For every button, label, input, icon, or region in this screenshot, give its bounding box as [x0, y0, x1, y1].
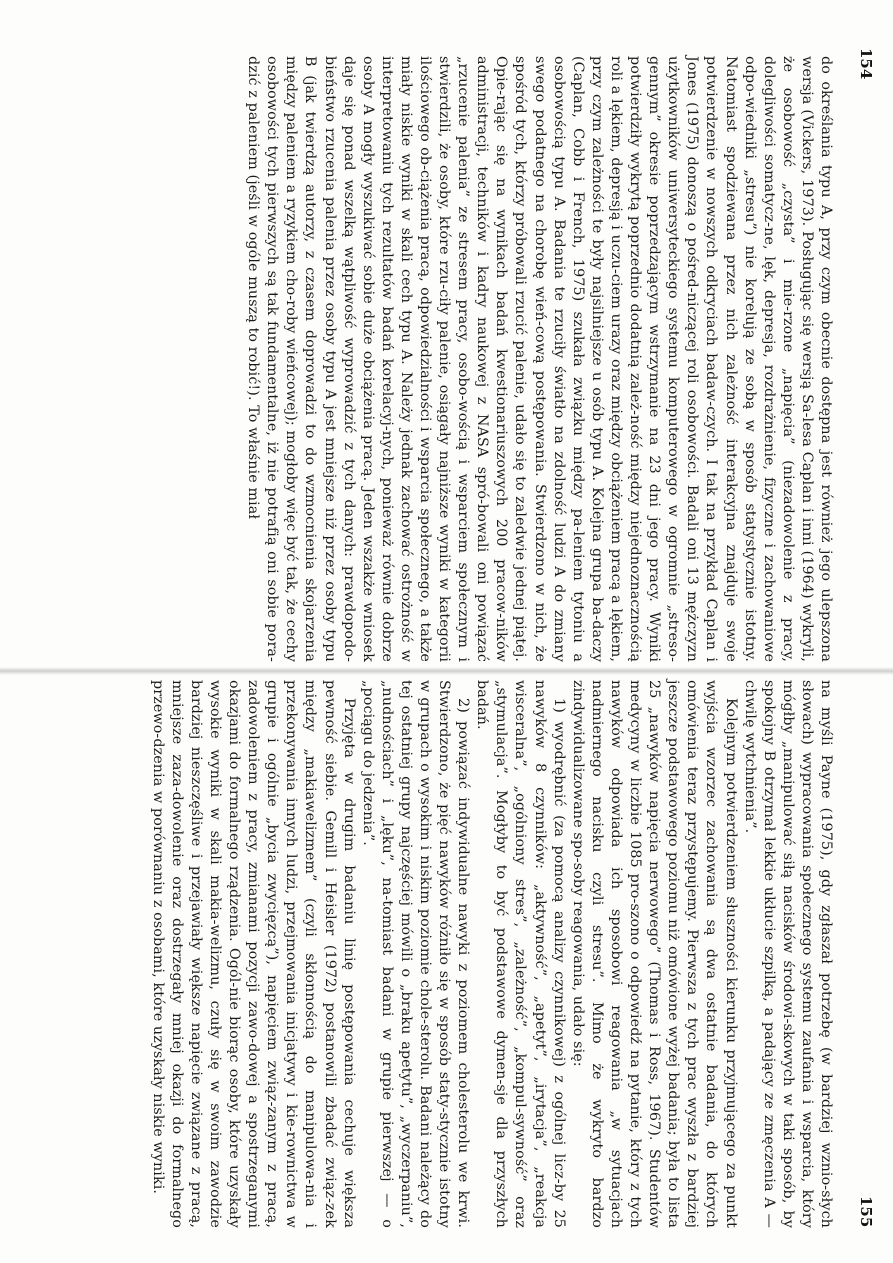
right-paragraph-4: 2) powiązać indywidualne nawyki z poziomem cholesterolu we krwi. Stwierdzono, że pięć nawyków różniło się w sposób staty-stycznie istotny w grupach o wysokim i niskim poziomie chole-sterolu. Badani należący do tej ostatniej grupy najczęściej mówili o „braku apetytu”, „wyczerpaniu”, „nudnościach” i „lęku”, na-tomiast badani w grupie pierwszej — o „pociągu do jedzenia”.: [359, 680, 472, 1228]
book-gutter: [0, 667, 893, 675]
right-paragraph-5: Przyjęta w drugim badaniu linię postępowania cechuje większa pewność siebie. Gemill i Heisler (1972) postanowili zbadać związ-zek między „makiawelizmem” (czyli skłonnością do manipulowa-nia i przekonywania innych ludzi, przejmowania inicjatywy i kie-rownictwa w grupie i ogólnie „bycia zwycięzcą”), napięciem związ-zanym z pracą, zadowoleniem z pracy, zmianami pozycji zawo-dowej a spostrzeganymi okazjami do formalnego rządzenia. Ogól-nie biorąc osoby, które uzyskały wysokie wyniki w skali makia-welizmu, czuły się w swoim zawodzie bardziej nieszczęśliwe i przejawiały większe napięcie związane z pracą, mniejsze zaza-dowolenie oraz dostrzegały mniej okazji do formalnego przewo-dzenia w porównaniu z osobami, które uzyskały niskie wyniki.: [149, 680, 357, 1228]
right-paragraph-3: 1) wyodrębnić (za pomocą analizy czynnikowej) z ogólnej licz-by 25 nawyków 8 czynników: „aktywność”, „apetyt”, „irytacja”, „reakcja wisceralna”, „ogólniony stres”, „zależność”, „kompul-sywność” oraz „stymulacja”. Mogłyby to być podstawowe dymen-sje dla przyszłych badań.: [474, 680, 567, 1228]
left-paragraph-1: do określania typu A, przy czym obecnie dostępna jest również jego ulepszona wersja (Vickers, 1973). Posługując się wersją Sa-lesa Caplan i inni (1964) wykryli, że osobowość „czysta” i mie-rzone „napięcia” (niezadowolenie z pracy, dolegliwości somatycz-ne, lęk, depresja, rozdrażnienie, fizyczne i zachowaniowe odpo-wiedniki „stresu”) nie korelują ze sobą w sposób statystycznie istotny. Natomiast spodziewana przez nich zależność interakcyjna znajduje swoje potwierdzenie w nowszych odkryciach badaw-czych. I tak na przykład Caplan i Jones (1975) donoszą o pośred-niczącej roli osobowości. Badali oni 13 mężczyzn użytkowników uniwersyteckiego systemu komputerowego w ogromnie „streso-gennym” okresie poprzedzającym wstrzymanie na 23 dni jego pracy. Wyniki potwierdziły wykrytą poprzednio dodatnią zależ-ność między niejednoznacznością roli a lękiem, depresją i uczu-ciem urazy oraz między obciążeniem pracą a lękiem, przy czym zależności te były najsilniejsze u osób typu A. Kolejna grupa ba-daczy (Caplan, Cobb i French, 1975) szukała związku między pa-leniem tytoniu a osobowością typu A. Badania te rzuciły światło na zdolność ludzi A do zmiany swego podatnego na chorobę wień-cową postępowania. Stwierdzono w nich, że spośród tych, którzy próbowali rzucić palenie, udało się to zaledwie jednej piątej. Opie-rając się na wynikach badań kwestionariuszowych 200 pracow-ników administracji, techników i kadry naukowej z NASA spró-bowali oni powiązać „rzucenie palenia” ze stresem pracy, osobo-wością i wsparciem społecznym i stwierdzili, że osoby, które rzu-ciły palenie, osiągały najniższe wyniki w kategorii ilościowego ob-ciążenia pracą, odpowiedzialności i wsparcia społecznego, a także miały niskie wyniki w skali cech typu A. Należy jednak zachować ostrożność w interpretowaniu tych rezultatów badań korelacyj-nych, ponieważ równie dobrze osoby A mogły wyszukiwać sobie duże obciążenia pracą. Jeden wszakże wniosek daje się ponad wszelką wątpliwość wyprowadzić z tych danych: prawdopodo-bieństwo rzucenia palenia przez osoby typu A jest mniejsze niż przez osoby typu B (jak twierdzą autorzy, z czasem doprowadzi to do wzmocnienia skojarzenia między paleniem a ryzykiem cho-roby wieńcowej); mogłoby więc być tak, że cechy osobowości tych pierwszych są tak fundamentalne, iż nie potrafią oni sobie pora-dzić z paleniem (jeśli w ogóle muszą to robić!). To właśnie miał: [245, 56, 834, 662]
page-number-left: 154: [857, 48, 875, 80]
right-paragraph-1: na myśli Payne (1975), gdy zgłaszał potrzebę (w bardziej wznio-słych słowach) wypracowania społecznego systemu zaufania i wsparcia, który mógłby „manipulować siłą nacisków środowi-skowych w taki sposób, by spokojny B otrzymał lekkie ukłucie szpilką, a padający ze zmęczenia A — chwilę wytchnienia”.: [741, 680, 834, 1228]
right-page-text: [148, 680, 835, 1228]
right-paragraph-2: Kolejnym potwierdzeniem słuszności kierunku przyjmującego za punkt wyjścia wzorzec zachowania są dwa ostatnie badania, do których omówienia teraz przystępujemy. Pierwsza z tych prac wyszła z bardziej jeszcze podstawowego poziomu niż omówione wyżej badania; była to lista 25 „nawyków napięcia nerwowego” (Thomas i Ross, 1967). Studentów medycyny w liczbie 1085 pro-szono o odpowiedź na pytanie, który z tych nawyków odpowiada ich sposobowi reagowania „w sytuacjach nadmiernego nacisku czyli stresu”. Mimo że wykryto bardzo zindywidualizowane spo-soby reagowania, udało się:: [569, 680, 739, 1228]
page-number-right: 155: [857, 1196, 875, 1228]
left-page-text: [243, 56, 835, 662]
